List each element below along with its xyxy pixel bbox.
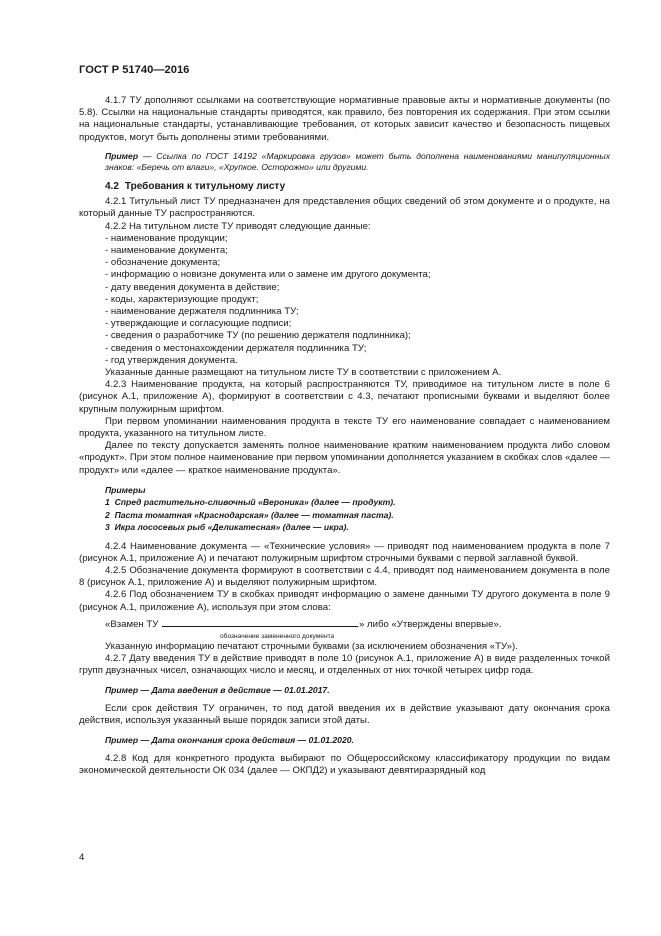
formula-left: «Взамен ТУ (105, 618, 159, 630)
list-item: - дату введения документа в действие; (105, 281, 280, 293)
example-item (105, 496, 610, 508)
paragraph-4-2-6-after: Указанную информацию печатают строчными буквами (за исключением обозначения «ТУ»). (105, 640, 518, 652)
list-item: - год утверждения документа. (105, 354, 238, 366)
list-item: - сведения о местонахождении держателя подлинника ТУ; (105, 342, 367, 354)
example-item-text: Паста томатная «Краснодарская» (далее — томатная паста). (114, 509, 394, 520)
paragraph-4-2-5: 4.2.5 Обозначение документа формируют в соответствии с 4.4, приводят под наименованием документа в поле 8 (рисунок А.1, приложение А) и выделяют полужирным шрифтом. (79, 564, 610, 589)
document-header: ГОСТ Р 51740—2016 (79, 64, 190, 76)
example-note-2 (79, 685, 610, 697)
example-item-text: Икра лососевых рыб «Деликатесная» (далее — икра). (114, 522, 349, 533)
example-note-1 (79, 151, 610, 174)
example-label: Пример (105, 684, 139, 695)
document-body (79, 95, 610, 778)
list-item: - наименование документа; (105, 245, 228, 257)
paragraph-4-2-2-after: Указанные данные размещают на титульном листе ТУ в соответствии с приложением А. (105, 367, 502, 379)
example-item-number: 1 (105, 497, 110, 508)
list-item: - коды, характеризующие продукт; (105, 293, 259, 305)
section-heading-4-2 (79, 181, 610, 193)
paragraph-4-2-2: 4.2.2 На титульном листе ТУ приводят следующие данные: (105, 220, 371, 232)
example-item (105, 509, 610, 521)
example-label: Пример (105, 734, 139, 745)
paragraph-4-2-3-c: Далее по тексту допускается заменять полное наименование кратким наименованием продукта либо словом «продукт». При этом полное наименование при первом упоминании дополняется указанием в скобках слов «далее — продукт» или «далее — краткое наименование продукта». (79, 440, 610, 476)
paragraph-4-2-3-b: При первом упоминании наименования продукта в тексте ТУ его наименование совпадает с наименованием продукта, указанного на титульном листе. (79, 415, 610, 440)
list-item: - информацию о новизне документа или о замене им другого документа; (105, 269, 431, 281)
example-text: — Дата введения в действие — 01.01.2017. (138, 684, 330, 695)
paragraph-4-2-1: 4.2.1 Титульный лист ТУ предназначен для представления общих сведений об этом документе и о продукте, на который данные ТУ распространяются. (79, 196, 610, 220)
list-item: - наименование держателя подлинника ТУ; (105, 306, 299, 318)
example-note-3 (79, 735, 610, 747)
list-item: - наименование продукции; (105, 232, 228, 244)
example-item-text: Спред растительно-сливочный «Вероника» (далее — продукт). (114, 497, 396, 508)
paragraph-4-1-7: 4.1.7 ТУ дополняют ссылками на соответствующие нормативные правовые акты и нормативные документы (по 5.8). Ссылки на национальные стандарты приводятся, как правило, без повторения их содержания. При этом ссылки на национальные стандарты, устанавливающие требования, от которых зависит качество и безопасность пищевых продуктов, могут быть дополнены этими требованиями. (79, 95, 610, 143)
title-page-data-list (79, 233, 610, 367)
paragraph-4-2-7: 4.2.7 Дату введения ТУ в действие приводят в поле 10 (рисунок А.1, приложение А) в виде разделенных точкой групп двузначных чисел, означающих число и месяц, и отделенных от них точкой четырех цифр года. (79, 653, 610, 677)
list-item: - утверждающие и согласующие подписи; (105, 318, 292, 330)
example-text: — Ссылка по ГОСТ 14192 «Маркировка грузов» может быть дополнена наименованиями манипуляционных знаков: «Беречь от влаги», «Хрупкое. Осторожно» или другими. (105, 150, 610, 173)
formula-caption: обозначение замененного документа (220, 632, 335, 640)
paragraph-4-2-8: 4.2.8 Код для конкретного продукта выбирают по Общероссийскому классификатору продукции по видам экономической деятельности ОК 034 (далее — ОКПД2) и указывают девятиразрядный код (79, 753, 610, 777)
examples-title: Примеры (105, 484, 146, 495)
section-number: 4.2 (105, 181, 119, 192)
list-item: - сведения о разработчике ТУ (по решению держателя подлинника); (105, 330, 411, 342)
paragraph-4-2-7-b: Если срок действия ТУ ограничен, то под датой введения их в действие указывают дату окончания срока действия, используя указанный выше порядок записи этой даты. (79, 703, 610, 727)
formula-right: » либо «Утверждены впервые». (359, 618, 502, 630)
example-item (105, 521, 610, 533)
formula-blank-line (162, 616, 358, 627)
example-text: — Дата окончания срока действия — 01.01.2020. (138, 734, 354, 745)
replacement-formula (79, 616, 610, 631)
example-label: Пример (105, 150, 139, 161)
paragraph-4-2-6: 4.2.6 Под обозначением ТУ в скобках приводят информацию о замене данными ТУ другого документа в поле 9 (рисунок А.1, приложение А), используя при этом слова: (79, 589, 610, 613)
example-item-number: 3 (105, 522, 110, 533)
section-title: Требования к титульному листу (124, 181, 286, 192)
list-item: - обозначение документа; (105, 257, 221, 269)
paragraph-4-2-3: 4.2.3 Наименование продукта, на который распространяются ТУ, приводимое на титульном листе в поле 6 (рисунок А.1, приложение А), формируют в соответствии с 4.3, печатают прописными буквами и выделяют более крупным полужирным шрифтом. (79, 379, 610, 415)
examples-block (79, 484, 610, 534)
example-item-number: 2 (105, 509, 110, 520)
paragraph-4-2-4: 4.2.4 Наименование документа — «Технические условия» — приводят под наименованием продукта в поле 7 (рисунок А.1, приложение А) и печатают полужирным шрифтом строчными буквами с первой заглавной буквой. (79, 540, 610, 564)
page-number: 4 (79, 852, 85, 863)
